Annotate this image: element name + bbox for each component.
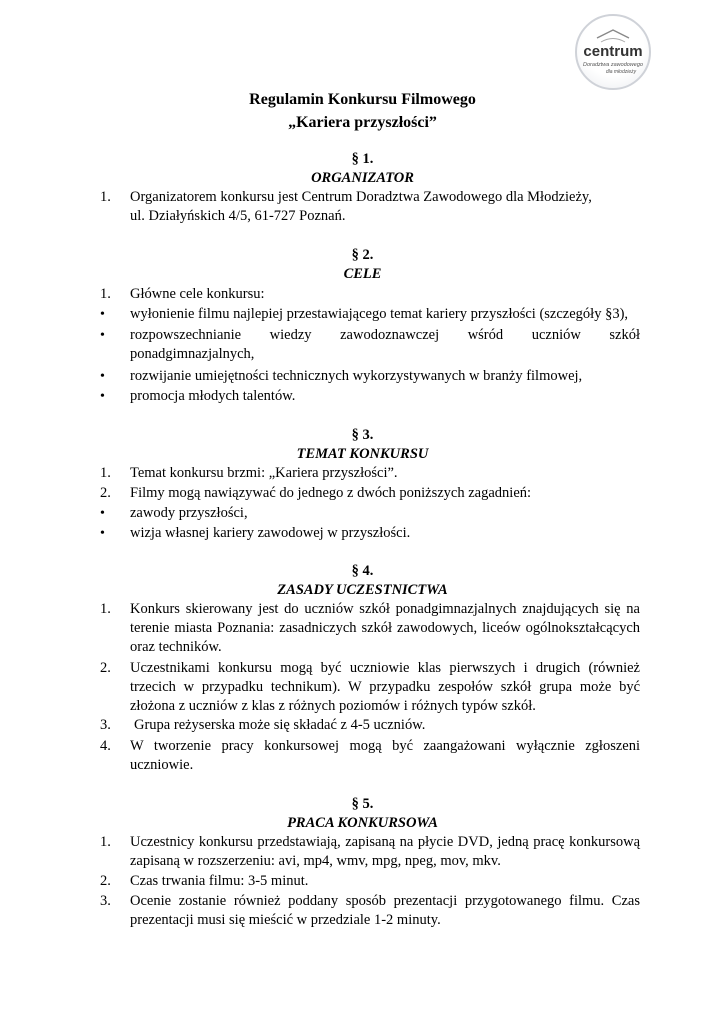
section-1-number: § 1. [351,151,374,167]
list-item-text: rozpowszechnianie wiedzy zawodoznawczej wśród uczniów szkół ponadgimnazjalnych, [130,327,640,362]
section-2-number: § 2. [351,247,374,263]
list-marker: 2. [100,660,111,676]
bullet-icon: • [100,328,105,343]
list-item-text: wizja własnej kariery zawodowej w przyszłości. [130,525,411,541]
logo-name: centrum [583,43,643,60]
centrum-logo-graphic [577,16,649,88]
list-marker: 1. [100,834,111,850]
list-item-text: rozwijanie umiejętności technicznych wykorzystywanych w branży filmowej, [130,368,583,384]
document-subtitle: „Kariera przyszłości” [288,114,437,131]
logo-tagline-1: Doradztwa zawodowego [583,62,643,68]
list-marker: 1. [100,465,111,481]
list-item-text: Uczestnikami konkursu mogą być uczniowie klas pierwszych i drugich (również trzecich w przypadku technikum). W przypadku zespołów szkół grupa może być złożona z uczniów z klas z różnych poziomów i różnych typów szkół. [130,660,640,714]
list-item-text: zawody przyszłości, [130,505,248,521]
bullet-icon: • [100,307,105,322]
list-marker: 1. [100,601,111,617]
section-4-number: § 4. [351,563,374,579]
list-item-text: Temat konkursu brzmi: „Kariera przyszłości”. [130,465,398,481]
list-item-text: Główne cele konkursu: [130,286,265,302]
section-3-number: § 3. [351,427,374,443]
bullet-icon: • [100,506,105,521]
list-item [100,188,640,228]
list-marker: 2. [100,485,111,501]
section-5-number: § 5. [351,796,374,812]
section-2-title: CELE [343,266,382,282]
bullet-icon: • [100,369,105,384]
list-item-text: Uczestnicy konkursu przedstawiają, zapisaną na płycie DVD, jedną pracę konkursową zapisaną w rozszerzeniu: avi, mp4, wmv, mpg, npeg, mov, mkv. [130,834,640,869]
list-item-text: W tworzenie pracy konkursowej mogą być zaangażowani wyłącznie zgłoszeni uczniowie. [130,738,640,773]
list-item-text: Filmy mogą nawiązywać do jednego z dwóch poniższych zagadnień: [130,485,532,501]
list-marker: 2. [100,873,111,889]
bullet-icon: • [100,526,105,541]
list-item-text: Grupa reżyserska może się składać z 4-5 uczniów. [134,717,426,733]
centrum-logo [575,14,651,90]
section-3-title: TEMAT KONKURSU [296,446,429,462]
document-title: Regulamin Konkursu Filmowego [249,91,476,108]
bullet-icon: • [100,389,105,404]
list-item-text: promocja młodych talentów. [130,388,296,404]
logo-tagline-2: dla młodzieży [605,69,637,75]
list-item-text: Konkurs skierowany jest do uczniów szkół ponadgimnazjalnych znajdujących się na terenie miasta Poznania: zasadniczych szkół zawodowych, liceów ogólnokształcących oraz techników. [130,601,640,655]
list-item-text: Ocenie zostanie również poddany sposób prezentacji przygotowanego filmu. Czas prezentacji musi się mieścić w przedziale 1-2 minuty. [130,893,640,928]
list-item-line: Organizatorem konkursu jest Centrum Doradztwa Zawodowego dla Młodzieży, [130,189,592,205]
section-5-title: PRACA KONKURSOWA [287,815,438,831]
list-item-text: wyłonienie filmu najlepiej przestawiającego temat kariery przyszłości (szczegóły §3), [130,306,629,322]
list-marker: 3. [100,893,111,909]
list-item-text: Czas trwania filmu: 3-5 minut. [130,873,309,889]
section-4-title: ZASADY UCZESTNICTWA [277,582,448,598]
list-marker: 1. [100,189,111,205]
section-1-title: ORGANIZATOR [311,170,414,186]
list-marker: 1. [100,286,111,302]
list-marker: 4. [100,738,111,754]
list-item-text [130,188,640,226]
list-marker: 3. [100,717,111,733]
list-item-line: ul. Działyńskich 4/5, 61-727 Poznań. [130,208,346,224]
